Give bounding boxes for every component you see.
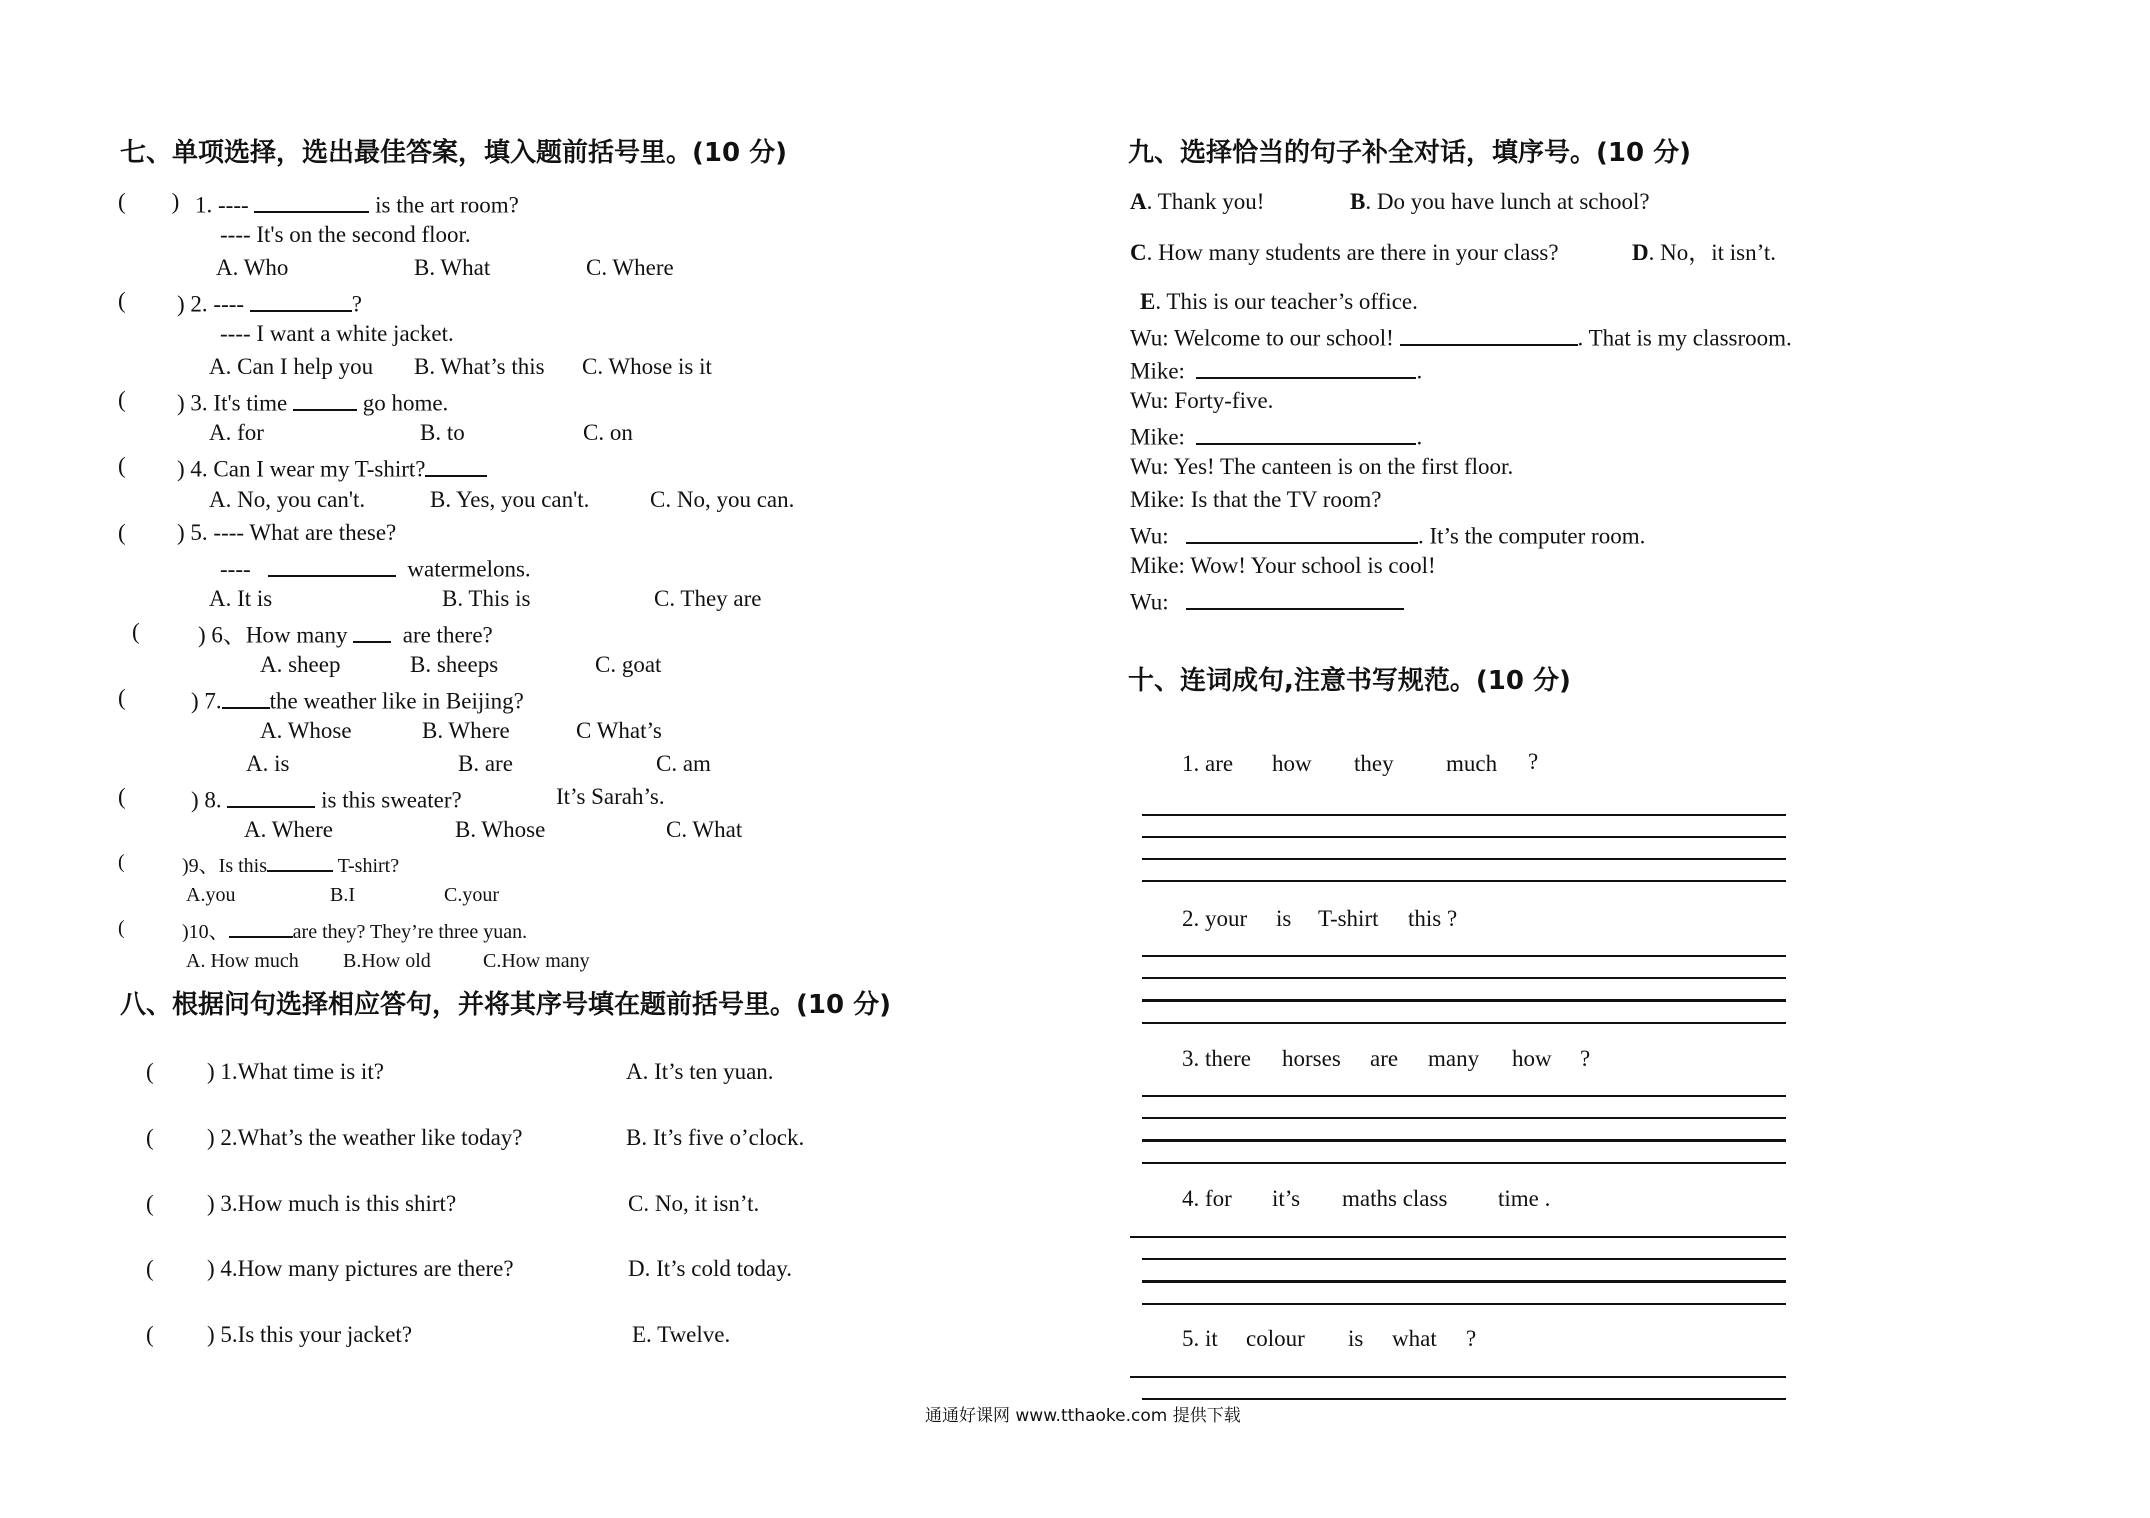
words-1-w3: much — [1446, 751, 1498, 776]
words-1-w2: they — [1354, 751, 1394, 776]
q7-option-a2: A. is — [246, 751, 290, 776]
match-answer-d: D. It’s cold today. — [628, 1256, 792, 1281]
dialogue-line-1: Wu: Welcome to our school! . That is my classroom. — [1130, 323, 1792, 350]
q3-option-c: C. on — [583, 420, 633, 445]
q2-option-b: B. What’s this — [414, 354, 545, 379]
words-5-w3: what — [1392, 1326, 1437, 1351]
words-3-w3: many — [1428, 1046, 1480, 1071]
q3-option-a: A. for — [209, 420, 264, 445]
writing-line — [1142, 814, 1786, 816]
writing-line — [1142, 1162, 1786, 1164]
q3-stem: ) 3. It's time go home. — [177, 388, 448, 415]
q4-option-c: C. No, you can. — [650, 487, 795, 512]
q2-answer: ---- I want a white jacket. — [220, 321, 454, 346]
match-paren-3: ( — [146, 1191, 154, 1216]
words-3-w4: how — [1512, 1046, 1552, 1071]
q5-option-c: C. They are — [654, 586, 762, 611]
match-answer-b: B. It’s five o’clock. — [626, 1125, 805, 1150]
words-3-w2: are — [1370, 1046, 1399, 1071]
q6-option-a: A. sheep — [260, 652, 341, 677]
match-question-4: ) 4.How many pictures are there? — [207, 1256, 514, 1281]
q6-paren: ( — [132, 619, 140, 644]
section-7-heading: 七、单项选择，选出最佳答案，填入题前括号里。(10 分) — [120, 138, 787, 168]
q10-paren: ( — [118, 917, 125, 939]
writing-line — [1142, 999, 1786, 1002]
q1-stem: 1. ---- is the art room? — [195, 190, 519, 217]
match-paren-2: ( — [146, 1125, 154, 1150]
match-answer-a: A. It’s ten yuan. — [626, 1059, 774, 1084]
q7-option-b2: B. are — [458, 751, 513, 776]
writing-line — [1142, 1139, 1786, 1142]
dialogue-line-5: Wu: Yes! The canteen is on the first floor. — [1130, 454, 1514, 479]
words-4-w2: maths class — [1342, 1186, 1448, 1211]
dialogue-line-6: Mike: Is that the TV room? — [1130, 487, 1382, 512]
q9-option-a: A.you — [186, 884, 236, 906]
q1-answer: ---- It's on the second floor. — [220, 222, 471, 247]
q8-stem: ) 8. is this sweater? — [191, 785, 462, 812]
match-question-2: ) 2.What’s the weather like today? — [207, 1125, 523, 1150]
words-3-w1: horses — [1282, 1046, 1341, 1071]
words-5-n: 5. it — [1182, 1326, 1218, 1351]
words-1-w4: ? — [1528, 749, 1539, 774]
writing-line — [1142, 1280, 1786, 1283]
q6-option-c: C. goat — [595, 652, 662, 677]
q2-option-c: C. Whose is it — [582, 354, 712, 379]
q5-answer: ---- watermelons. — [220, 554, 531, 581]
q1-paren: ( ) — [118, 189, 180, 214]
q10-option-a: A. How much — [186, 950, 299, 972]
q4-option-a: A. No, you can't. — [209, 487, 366, 512]
q6-option-b: B. sheeps — [410, 652, 499, 677]
q8-paren: ( — [118, 784, 126, 809]
q6-stem: ) 6、How many are there? — [198, 620, 493, 647]
section-10-heading: 十、连词成句,注意书写规范。(10 分) — [1128, 666, 1571, 696]
q1-option-a: A. Who — [216, 255, 289, 280]
writing-line — [1142, 955, 1786, 957]
words-5-w1: colour — [1246, 1326, 1305, 1351]
q7-stem: ) 7. the weather like in Beijing? — [191, 686, 524, 713]
q7-paren: ( — [118, 685, 126, 710]
writing-line — [1142, 977, 1786, 979]
q4-option-b: B. Yes, you can't. — [430, 487, 590, 512]
writing-line — [1142, 1258, 1786, 1260]
q9-stem: )9、Is this T-shirt? — [182, 852, 399, 876]
q5-option-a: A. It is — [209, 586, 273, 611]
match-paren-4: ( — [146, 1256, 154, 1281]
words-4-w3: time . — [1498, 1186, 1551, 1211]
q3-option-b: B. to — [420, 420, 465, 445]
words-4-w1: it’s — [1272, 1186, 1301, 1211]
writing-line — [1142, 1398, 1786, 1400]
words-3-n: 3. there — [1182, 1046, 1251, 1071]
q5-stem: ) 5. ---- What are these? — [177, 520, 397, 545]
q8-option-a: A. Where — [244, 817, 333, 842]
option-c: C. How many students are there in your class? — [1130, 240, 1559, 265]
q9-option-b: B.I — [330, 884, 355, 906]
option-b: B. Do you have lunch at school? — [1350, 189, 1650, 214]
match-paren-5: ( — [146, 1322, 154, 1347]
words-2-n: 2. your — [1182, 906, 1248, 931]
dialogue-line-4: Mike: . — [1130, 422, 1422, 449]
writing-line — [1142, 880, 1786, 882]
q4-stem: ) 4. Can I wear my T-shirt? — [177, 454, 487, 481]
words-1-w1: how — [1272, 751, 1312, 776]
q2-option-a: A. Can I help you — [209, 354, 374, 379]
match-paren-1: ( — [146, 1059, 154, 1084]
dialogue-line-7: Wu: . It’s the computer room. — [1130, 521, 1645, 548]
match-question-1: ) 1.What time is it? — [207, 1059, 384, 1084]
words-2-w2: T-shirt — [1318, 906, 1379, 931]
option-d: D. No，it isn’t. — [1632, 240, 1776, 265]
q1-option-b: B. What — [414, 255, 491, 280]
dialogue-line-3: Wu: Forty-five. — [1130, 388, 1274, 413]
writing-line — [1142, 836, 1786, 838]
q3-paren: ( — [118, 387, 126, 412]
q10-option-b: B.How old — [343, 950, 431, 972]
q2-paren: ( — [118, 288, 126, 313]
words-1-n: 1. are — [1182, 751, 1234, 776]
q7-option-c2: C. am — [656, 751, 711, 776]
match-question-3: ) 3.How much is this shirt? — [207, 1191, 457, 1216]
q10-option-c: C.How many — [483, 950, 590, 972]
writing-line — [1142, 1117, 1786, 1119]
q1-option-c: C. Where — [586, 255, 674, 280]
match-question-5: ) 5.Is this your jacket? — [207, 1322, 413, 1347]
q8-option-b: B. Whose — [455, 817, 546, 842]
words-5-w2: is — [1348, 1326, 1364, 1351]
words-3-w5: ? — [1580, 1046, 1591, 1071]
writing-line — [1142, 1095, 1786, 1097]
footer-source: 通通好课网 www.tthaoke.com 提供下载 — [925, 1406, 1241, 1426]
writing-line — [1130, 1376, 1786, 1378]
q9-option-c: C.your — [444, 884, 499, 906]
option-a: A. Thank you! — [1130, 189, 1265, 214]
dialogue-line-9: Wu: — [1130, 587, 1404, 614]
q4-paren: ( — [118, 453, 126, 478]
words-5-w4: ? — [1466, 1326, 1477, 1351]
q7-option-c: C What’s — [576, 718, 662, 743]
writing-line — [1130, 1236, 1786, 1238]
option-e: E. This is our teacher’s office. — [1140, 289, 1418, 314]
words-4-n: 4. for — [1182, 1186, 1232, 1211]
writing-line — [1142, 1022, 1786, 1024]
q8-option-c: C. What — [666, 817, 743, 842]
q5-option-b: B. This is — [442, 586, 531, 611]
match-answer-c: C. No, it isn’t. — [628, 1191, 760, 1216]
writing-line — [1142, 1303, 1786, 1305]
q10-stem: )10、 are they? They’re three yuan. — [182, 918, 527, 942]
q2-stem: ) 2. ---- ? — [177, 289, 362, 316]
match-answer-e: E. Twelve. — [632, 1322, 731, 1347]
section-8-heading: 八、根据问句选择相应答句，并将其序号填在题前括号里。(10 分) — [120, 990, 891, 1020]
dialogue-line-8: Mike: Wow! Your school is cool! — [1130, 553, 1436, 578]
q7-option-a: A. Whose — [260, 718, 352, 743]
q7-option-b: B. Where — [422, 718, 510, 743]
q5-paren: ( — [118, 520, 126, 545]
q9-paren: ( — [118, 851, 125, 873]
q8-reply: It’s Sarah’s. — [556, 784, 665, 809]
section-9-heading: 九、选择恰当的句子补全对话，填序号。(10 分) — [1128, 138, 1691, 168]
writing-line — [1142, 858, 1786, 860]
dialogue-line-2: Mike: . — [1130, 356, 1422, 383]
words-2-w3: this ? — [1408, 906, 1458, 931]
words-2-w1: is — [1276, 906, 1292, 931]
